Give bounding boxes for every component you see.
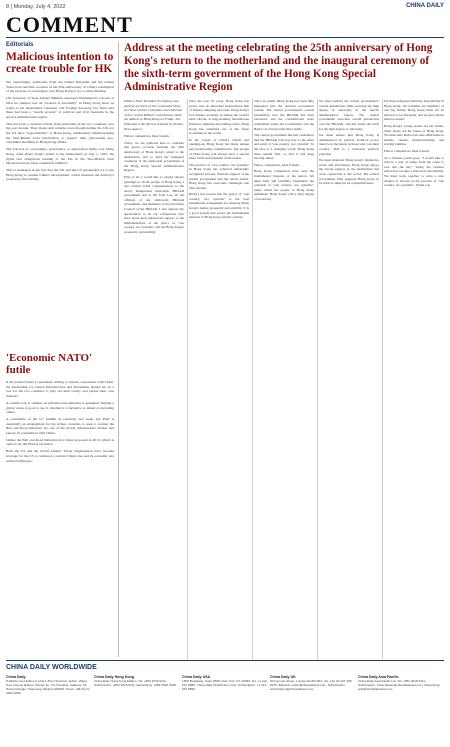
footer-block-text: Publisher and Editor-in-Chief: Zhou Shuchun. Editor: Wang Hao. Deputy Editors: Zhang Jin, Cui Hongwei. Address: 15 Huixin Dongjie, Chaoyang, Beijing 100029. News: +86 (0) 10 6491-8366. bbox=[6, 679, 90, 696]
article-column-1 bbox=[124, 99, 184, 659]
article-column-3 bbox=[254, 99, 314, 659]
footer-block-heading: China Daily Asia Pacific bbox=[358, 675, 399, 679]
paragraph: Since its return, Hong Kong has been fully integrated into the national governance system. The central government's overall jurisdiction over the HKSAR has been exercised, and the constitutional order established under the Constitution and the Basic Law has become more stable. bbox=[254, 99, 314, 131]
page-info: 8 | Monday, July 4, 2022 bbox=[6, 4, 66, 10]
article-columns bbox=[124, 99, 444, 659]
page-topbar bbox=[6, 3, 444, 12]
paragraph: A roundtable of the G7 summit in Germany last week, the PGII is essentially an arrangement for the richest countries to seek to counter the Belt and Road Initiative via one of the global infrastructure market and expose its competition with China. bbox=[6, 416, 114, 436]
header-rule bbox=[6, 37, 444, 38]
editorials-label: Editorials bbox=[6, 42, 34, 48]
paragraph: We must maintain Hong Kong's distinctive status and advantages. Hong Kong enjoys the strong support of the motherland and close connection to the world. The central government fully supports Hong Kong in its effort to improve its competitiveness. bbox=[319, 158, 379, 186]
paragraph: First of all, I would like to extend sincere greetings to all the people of Hong Kong. I also extend warm congratulations to the newly inaugurated sixth-term HKSAR government and to Mr John Lee, all the officials of the sixth-term HKSAR government, and members of the Executive Council of the HKSAR. I also express my appreciation to all our compatriots who have given their unreserved support to the implementation of the policy of "one country, two systems" and the Hong Kong's prosperity and stability. bbox=[124, 174, 184, 235]
footer-title: CHINA DAILY WORLDWIDE bbox=[6, 664, 97, 671]
paragraph: We must ensure that Hong Kong is administered by patriots. Political power must be in the hands of those who love their country. This is a universal political principle. bbox=[319, 133, 379, 156]
article-headline: Address at the meeting celebrating the 25th anniversary of Hong Kong's return to the motherland and the inaugural ceremony of the sixth-term government of the Hong Kong Special Administrative Region bbox=[124, 42, 433, 93]
masthead: CHINA DAILY bbox=[406, 3, 444, 9]
footer-block bbox=[270, 675, 355, 741]
column-rule bbox=[187, 99, 188, 659]
paragraph: Fellow compatriots, Dear friends, bbox=[384, 148, 430, 153]
editorials-column bbox=[6, 42, 114, 646]
paragraph: Over the past 25 years, Hong Kong has grown into an important international hub of finance, shipping and trade. Hong Kong's free market economy is among the world's most vibrant. A long-standing international financial, shipping and trading centre, Hong Kong has remained one of the freest economies in the world. bbox=[189, 99, 249, 136]
footer-block-text: China Daily Asia Pacific Ltd. Tel: +852 2518 5111. Subscription: subscription@chinadailyasia.com. Advertising: ads@chinadailyasia.com. bbox=[358, 679, 441, 692]
article-column-5 bbox=[384, 99, 444, 659]
footer-block-text: 1500 Broadway, Suite 2800, New York, NY 10036. Tel: +1 212 537 8888. China Daily Distribution Corp. Subscription: +1 212 537 8899. bbox=[182, 679, 267, 692]
paragraph: The central government has full confidence that the HKSAR will stay true to the letter and spirit of "one country, two systems". In the face of a changing world, Hong Kong must remain firm, so that it will keep moving ahead. bbox=[254, 133, 314, 161]
paragraph: A careful look at whether an infrastructure initiative is genuinely helping a global cause is good to see it, whether it is inclusive or aimed at excluding others. bbox=[6, 400, 114, 415]
footer-block bbox=[358, 675, 444, 741]
paragraph: In the course of China's reform and opening-up, Hong Kong has made unique and irreplaceable contributions. The people of Hong Kong will always have a special place in the development of the nation. bbox=[189, 137, 249, 161]
column-rule bbox=[252, 99, 253, 659]
footer-block bbox=[182, 675, 267, 741]
footer-block bbox=[6, 675, 91, 741]
editorial-body-hk bbox=[6, 80, 114, 348]
footer-block-heading: China Daily UK bbox=[270, 675, 296, 679]
footer-worldwide bbox=[6, 660, 444, 743]
paragraph: This has been a constant refrain from politicians in the two countries over the past decade. They made such remarks even though neither the UK nor the US have "responsibility" to Hong Kong. Deliberately misinterpreting the Sino-British Joint Declaration to support their patronizing neo-colonialist meddling in Hong Kong affairs. bbox=[6, 121, 114, 145]
column-rule bbox=[382, 99, 383, 659]
footer-block-heading: China Daily Hong Kong bbox=[94, 675, 134, 679]
paragraph: Not surprisingly, politicians from the United Kingdom and the United States have used the occasion of the 25th anniversary of China's resumption of the exercise of sovereignty over Hong Kong to try to smear Beijing. bbox=[6, 80, 114, 94]
editorial-title-nato: 'Economic NATO' futile bbox=[6, 352, 93, 376]
footer-block bbox=[94, 675, 179, 741]
paragraph: The practice of "one country, two systems" in Hong Kong has achieved universally recognized success. With the support of the central government and the whole nation, Hong Kong has overcome challenges one after another. bbox=[189, 162, 249, 190]
paragraph: Unlike the Belt and Road Initiative that China proposed in 2013, which is open to all, the PGII is exclusive. bbox=[6, 437, 114, 447]
paragraph: We must safeguard harmony and stability in Hong Kong. All residents are members of one big family. Hong Kong must not be allowed to be disrupted, and people's hearts must be united. bbox=[384, 99, 444, 122]
footer-block-text: 90 Cannon Street, London EC4N 6HA. Tel: +44 (0) 207 398 8270. Editorial: editor@chinadailyuk.com. Subscription: subscription@chinadailyuk.com. bbox=[270, 679, 352, 692]
column-rule bbox=[317, 99, 318, 659]
paragraph: Today, we are gathered here to celebrate this grand occasion marking the 25th anniversary of Hong Kong's return to the motherland, and to hold the inaugural ceremony of the sixth-term government of the Hong Kong Special Administrative Region. bbox=[124, 140, 184, 173]
section-title: COMMENT bbox=[6, 12, 133, 37]
footer-blocks bbox=[6, 675, 444, 741]
paragraph: Hong Kong's young people are the future. Their hopes are the hopes of Hong Kong. We must help them overcome difficulties in studies, careers, homeownership, and starting families. bbox=[384, 123, 444, 147]
article-column-4 bbox=[319, 99, 379, 659]
paragraph: Fellow compatriots, Dear friends, bbox=[124, 134, 170, 139]
paragraph: The UK has no sovereignty, governance or supervision rights over Hong Kong. After Hong Kong's return to the motherland on July 1, 1997, the rights and obligations relating to the UK in the Sino-British Joint Declaration have been completely fulfilled. bbox=[6, 147, 114, 166]
paragraph: We must uphold the central government's overall jurisdiction while securing the high degree of autonomy in the special administrative region. The central government exercises overall jurisdiction over the HKSAR, and this forms the basis for the high degree of autonomy. bbox=[319, 99, 379, 131]
footer-block-heading: China Daily bbox=[6, 675, 26, 679]
paragraph: As a Chinese poem goes, "I would like to borrow a pair of wings from the crane to soar into the sky." Today, the Chinese nation has become a historical inevitability. We must work together to write a new chapter of success in the practice of "one country, two systems". Thank you. bbox=[384, 155, 444, 188]
editorial-title-hk: Malicious intention to create trouble for HK bbox=[6, 51, 114, 75]
paragraph: Hong Kong compatriots have seen the fundamental interests of the nation. We must fully and faithfully implement the principle of "one country, two systems", under which the people of Hong Kong administer Hong Kong with a high degree of autonomy. bbox=[254, 169, 314, 201]
editor-note: Editor's Note: President Xi Jinping, also general secretary of the Communist Party of China Central Committee and chairman of the Central Military Commission, made the address in Hong Kong on Friday. The following is the full text released by Xinhua News Agency. bbox=[124, 99, 183, 131]
editorial-body-nato bbox=[6, 380, 114, 646]
paragraph: This is enshrined in the fact that the UK and the US persistently try to use Hong Kong to contain China's development, which threatens the territory's prosperity and stability. bbox=[6, 167, 114, 182]
main-article bbox=[124, 42, 444, 659]
paragraph: Fellow compatriots, Dear friends, bbox=[254, 162, 300, 167]
paragraph: UK Secretary of State Antony Blinken expressed Washington's concern at what he claimed was an "erosion of autonomy" in Hong Kong since its return to the motherland. Likewise, UK Foreign Secretary Liz Truss said there had been a "steady erosion" of political and civil freedoms in the special administrative region. bbox=[6, 96, 114, 119]
paragraph: If the United States is genuinely willing to pursue cooperation with China, the Partnership for Global Infrastructure and Investment should not be a tool for the two countries to play out their rivalry and pursue their own interests. bbox=[6, 380, 114, 399]
footer-block-text: China Daily Hong Kong Edition. Tel: +852 2518 5111. Subscription: +852 2518 5111. Advertising: +852 2518 5188. bbox=[94, 679, 177, 688]
paragraph: Both the US and the World Atlantic Treaty Organization have become leverage for the US to continue to contain China's rise and its economic and political influence. bbox=[6, 449, 114, 463]
column-divider bbox=[118, 42, 119, 657]
footer-block-heading: China Daily USA bbox=[182, 675, 211, 679]
paragraph: History has proven that the policy of "one country, two systems" is the best institutional arrangement for ensuring Hong Kong's lasting prosperity and stability. It is a good system that serves the fundamental interests of Hong Kong and the country. bbox=[189, 192, 249, 220]
article-column-2 bbox=[189, 99, 249, 659]
